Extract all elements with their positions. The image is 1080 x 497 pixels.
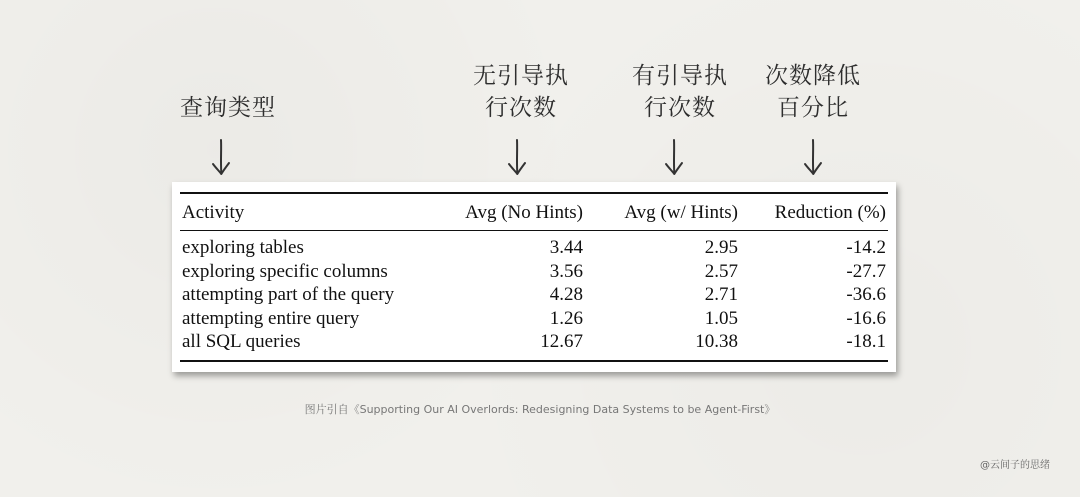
header-reduction: Reduction (%) [774, 202, 886, 223]
annotation-line: 次数降低 [765, 63, 861, 89]
cell-reduction: -18.1 [846, 331, 886, 352]
annotation-line: 百分比 [777, 95, 849, 121]
cell-activity: all SQL queries [182, 331, 301, 352]
table-row [182, 283, 886, 307]
arrow-down-icon [505, 138, 529, 178]
cell-activity: exploring tables [182, 237, 304, 258]
cell-reduction: -14.2 [846, 237, 886, 258]
header-activity: Activity [182, 202, 245, 223]
cell-reduction: -16.6 [846, 307, 886, 329]
annotation-no-hints [466, 60, 576, 124]
cell-reduction: -27.7 [846, 260, 886, 282]
cell-activity: attempting entire query [182, 307, 360, 329]
figure-caption: 图片引自《Supporting Our AI Overlords: Redesigning Data Systems to be Agent-First》 [304, 403, 776, 416]
author-watermark: @云间子的思绪 [980, 460, 1050, 471]
table-row [182, 330, 886, 354]
table-header-row [182, 200, 886, 226]
cell-avg-no-hints: 1.26 [549, 307, 583, 329]
table-bottom-rule [180, 360, 888, 362]
annotation-query-type [178, 92, 278, 124]
cell-avg-with-hints: 2.95 [704, 237, 738, 258]
table-top-rule [180, 192, 888, 194]
table-row [182, 260, 886, 284]
annotation-line: 查询类型 [180, 95, 276, 121]
cell-avg-no-hints: 4.28 [549, 284, 583, 305]
annotation-line: 有引导执 [632, 63, 728, 89]
cell-avg-with-hints: 2.71 [704, 284, 738, 305]
table-row [182, 236, 886, 260]
cell-reduction: -36.6 [846, 284, 886, 305]
cell-activity: attempting part of the query [182, 284, 395, 305]
results-table [182, 200, 886, 354]
annotation-line: 行次数 [644, 95, 716, 121]
cell-avg-with-hints: 1.05 [704, 307, 738, 329]
arrow-down-icon [801, 138, 825, 178]
cell-avg-with-hints: 10.38 [695, 331, 738, 352]
cell-activity: exploring specific columns [182, 260, 388, 282]
cell-avg-no-hints: 3.56 [549, 260, 583, 282]
table-card [172, 182, 896, 372]
cell-avg-no-hints: 3.44 [549, 237, 583, 258]
annotation-line: 无引导执 [473, 63, 569, 89]
header-avg-no-hints: Avg (No Hints) [465, 202, 583, 223]
table-row [182, 307, 886, 331]
annotation-line: 行次数 [485, 95, 557, 121]
annotation-with-hints [625, 60, 735, 124]
arrow-down-icon [209, 138, 233, 178]
cell-avg-with-hints: 2.57 [704, 260, 738, 282]
annotation-reduction [758, 60, 868, 124]
header-avg-with-hints: Avg (w/ Hints) [624, 202, 738, 223]
cell-avg-no-hints: 12.67 [540, 331, 583, 352]
arrow-down-icon [662, 138, 686, 178]
